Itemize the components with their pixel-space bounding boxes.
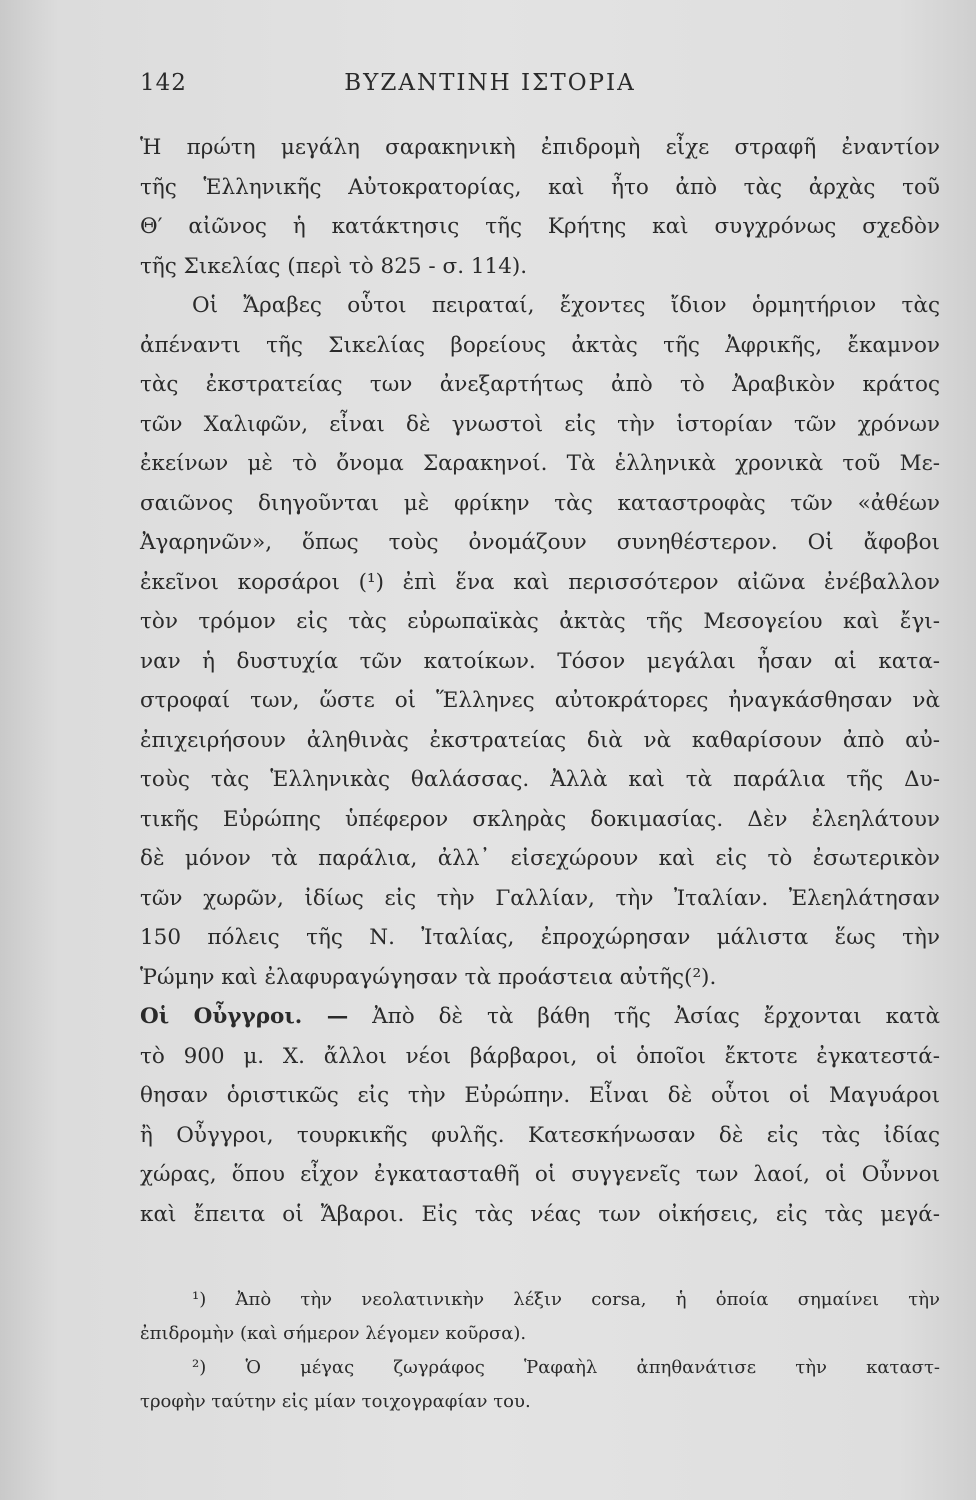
text-line: ἐπιχειρήσουν ἀληθινὰς ἐκστρατείας διὰ νὰ καθαρίσουν ἀπὸ αὐ- bbox=[140, 727, 940, 753]
text-line-rest: Ἀπὸ δὲ τὰ βάθη τῆς Ἀσίας ἔρχονται κατὰ bbox=[372, 1004, 940, 1029]
text-line: ναν ἡ δυστυχία τῶν κατοίκων. Τόσον μεγάλαι ἦσαν αἱ κατα- bbox=[140, 648, 940, 674]
footnotes bbox=[140, 1283, 940, 1419]
text-line: σαιῶνος διηγοῦνται μὲ φρίκην τὰς καταστροφὰς τῶν «ἀθέων bbox=[140, 490, 940, 516]
text-line: ἢ Οὖγγροι, τουρκικῆς φυλῆς. Κατεσκήνωσαν δὲ εἰς τὰς ἰδίας bbox=[140, 1122, 940, 1148]
text-line: στροφαί των, ὥστε οἱ Ἕλληνες αὐτοκράτορες ἠναγκάσθησαν νὰ bbox=[140, 688, 940, 713]
text-line: τὰς ἐκστρατείας των ἀνεξαρτήτως ἀπὸ τὸ Ἀραβικὸν κράτος bbox=[140, 372, 940, 397]
text-line: τὸ 900 μ. Χ. ἄλλοι νέοι βάρβαροι, οἱ ὁποῖοι ἔκτοτε ἐγκατεστά- bbox=[140, 1043, 940, 1069]
text-line: χώρας, ὅπου εἶχον ἐγκατασταθῆ οἱ συγγενεῖς των λαοί, οἱ Οὖννοι bbox=[140, 1162, 940, 1187]
footnote-line: ¹) Ἀπὸ τὴν νεολατινικὴν λέξιν corsa, ἡ ὁποία σημαίνει τὴν bbox=[192, 1289, 940, 1310]
text-line: ἐκείνων μὲ τὸ ὄνομα Σαρακηνοί. Τὰ ἑλληνικὰ χρονικὰ τοῦ Με- bbox=[140, 451, 940, 476]
text-line: 150 πόλεις τῆς Ν. Ἰταλίας, ἐπροχώρησαν μάλιστα ἕως τὴν bbox=[140, 925, 940, 950]
section-heading-line bbox=[140, 997, 940, 1037]
text-line: Ἀγαρηνῶν», ὅπως τοὺς ὀνομάζουν συνηθέστερον. Οἱ ἄφοβοι bbox=[140, 530, 940, 555]
running-title: ΒΥΖΑΝΤΙΝΗ ΙΣΤΟΡΙΑ bbox=[344, 70, 636, 96]
text-line: Θ′ αἰῶνος ἡ κατάκτησις τῆς Κρήτης καὶ συγχρόνως σχεδὸν bbox=[140, 214, 940, 239]
text-line: τῆς Σικελίας (περὶ τὸ 825 - σ. 114). bbox=[140, 253, 528, 279]
text-line: Ἡ πρώτη μεγάλη σαρακηνικὴ ἐπιδρομὴ εἶχε στραφῆ ἐναντίον bbox=[140, 135, 940, 160]
text-line: τῶν χωρῶν, ἰδίως εἰς τὴν Γαλλίαν, τὴν Ἰταλίαν. Ἐλεηλάτησαν bbox=[140, 885, 940, 911]
text-line: θησαν ὁριστικῶς εἰς τὴν Εὐρώπην. Εἶναι δὲ οὗτοι οἱ Μαγυάροι bbox=[140, 1083, 940, 1108]
page-header bbox=[140, 70, 840, 104]
text-line: τοὺς τὰς Ἑλληνικὰς θαλάσσας. Ἀλλὰ καὶ τὰ παράλια τῆς Δυ- bbox=[140, 767, 940, 792]
text-line: τῆς Ἑλληνικῆς Αὐτοκρατορίας, καὶ ἦτο ἀπὸ τὰς ἀρχὰς τοῦ bbox=[140, 174, 940, 200]
text-line: Ῥώμην καὶ ἐλαφυραγώγησαν τὰ προάστεια αὐτῆς(²). bbox=[140, 964, 717, 990]
text-line: τῶν Χαλιφῶν, εἶναι δὲ γνωστοὶ εἰς τὴν ἱστορίαν τῶν χρόνων bbox=[140, 411, 940, 437]
footnote-line: ²) Ὁ μέγας ζωγράφος Ῥαφαὴλ ἀπηθανάτισε τὴν καταστ- bbox=[192, 1357, 940, 1378]
main-text bbox=[140, 128, 940, 1234]
section-heading: Οἱ Οὖγγροι. — bbox=[140, 1004, 349, 1029]
text-line: καὶ ἔπειτα οἱ Ἄβαροι. Εἰς τὰς νέας των οἰκήσεις, εἰς τὰς μεγά- bbox=[140, 1201, 940, 1227]
text-line: ἀπέναντι τῆς Σικελίας βορείους ἀκτὰς τῆς Ἀφρικῆς, ἔκαμνον bbox=[140, 332, 940, 358]
text-line: δὲ μόνον τὰ παράλια, ἀλλ᾿ εἰσεχώρουν καὶ εἰς τὸ ἐσωτερικὸν bbox=[140, 846, 940, 871]
page-number: 142 bbox=[140, 70, 187, 96]
text-line: ἐκεῖνοι κορσάροι (¹) ἐπὶ ἕνα καὶ περισσότερον αἰῶνα ἐνέβαλλον bbox=[140, 569, 940, 595]
footnote-line: τροφὴν ταύτην εἰς μίαν τοιχογραφίαν του. bbox=[140, 1391, 531, 1412]
text-line: τὸν τρόμον εἰς τὰς εὐρωπαϊκὰς ἀκτὰς τῆς Μεσογείου καὶ ἔγι- bbox=[140, 609, 940, 634]
text-line: τικῆς Εὐρώπης ὑπέφερον σκληρὰς δοκιμασίας. Δὲν ἐλεηλάτουν bbox=[140, 806, 940, 832]
text-line: Οἱ Ἄραβες οὗτοι πειραταί, ἔχοντες ἴδιον ὁρμητήριον τὰς bbox=[192, 293, 940, 318]
footnote-line: ἐπιδρομὴν (καὶ σήμερον λέγομεν κοῦρσα). bbox=[140, 1323, 527, 1344]
